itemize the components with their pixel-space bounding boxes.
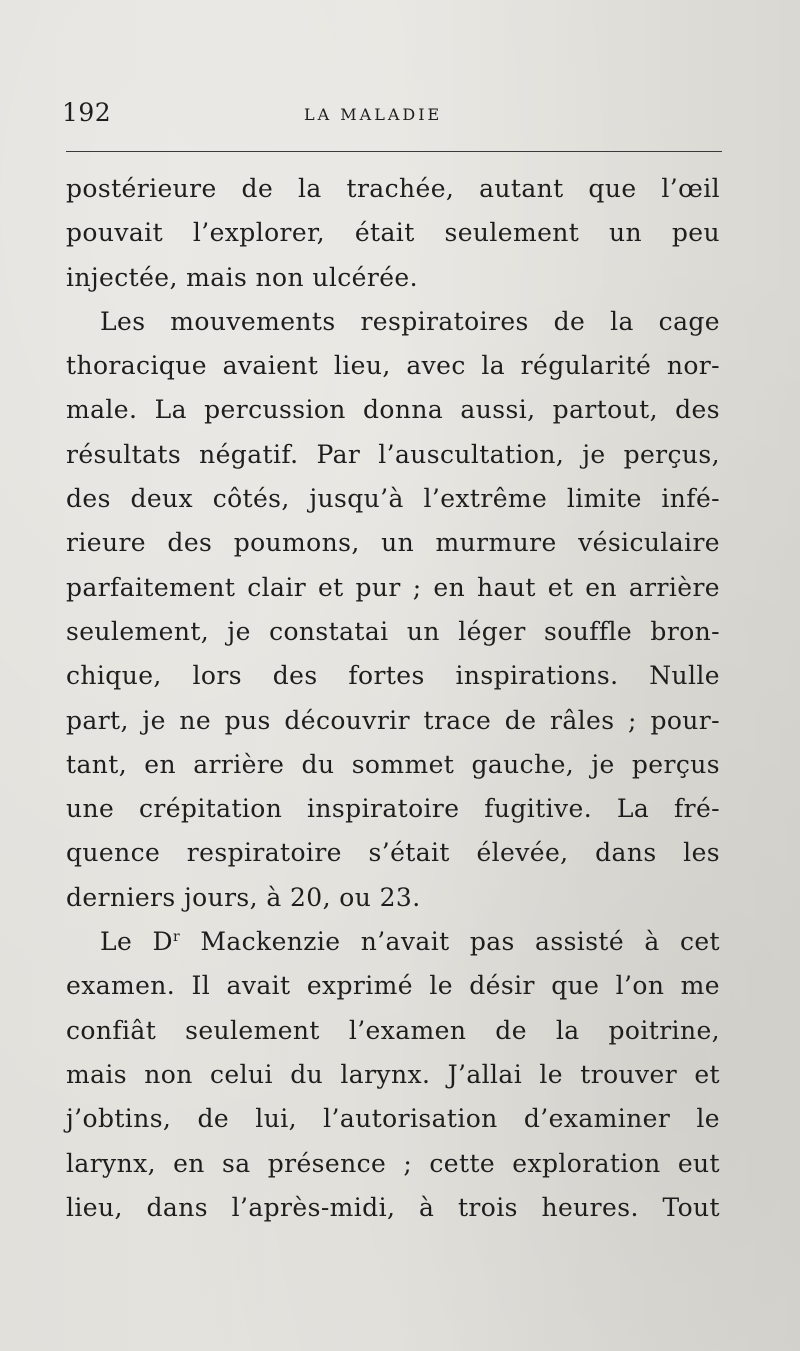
text-line: examen. Il avait exprimé le désir que l’on me — [66, 971, 720, 1001]
text-line: chique, lors des fortes inspirations. Nulle — [66, 661, 720, 691]
text-line: tant, en arrière du sommet gauche, je perçus — [66, 749, 720, 779]
text-line: quence respiratoire s’était élevée, dans les — [66, 838, 720, 868]
text-line: Les mouvements respiratoires de la cage — [100, 306, 720, 336]
text-line: mais non celui du larynx. J’allai le trouver et — [66, 1059, 720, 1089]
text-line: résultats négatif. Par l’auscultation, je perçus, — [66, 439, 720, 469]
text-line: injectée, mais non ulcérée. — [66, 262, 418, 292]
text-line: larynx, en sa présence ; cette exploration eut — [66, 1148, 720, 1178]
text-line: confiât seulement l’examen de la poitrine, — [66, 1015, 720, 1045]
text-line: rieure des poumons, un murmure vésiculaire — [66, 528, 720, 558]
page-header — [62, 96, 722, 136]
text-line: male. La percussion donna aussi, partout, des — [66, 395, 720, 425]
text-line: derniers jours, à 20, ou 23. — [66, 882, 421, 912]
text-fragment: Le D — [100, 927, 173, 957]
text-line: j’obtins, de lui, l’autorisation d’examiner le — [66, 1104, 720, 1134]
body-text — [66, 167, 720, 1230]
text-line — [66, 920, 720, 964]
running-title: LA MALADIE — [304, 105, 443, 124]
text-line: part, je ne pus découvrir trace de râles ; pour- — [66, 705, 720, 735]
text-line: une crépitation inspiratoire fugitive. La fré- — [66, 794, 720, 824]
page-number: 192 — [62, 98, 112, 127]
text-line: postérieure de la trachée, autant que l’œil — [66, 174, 720, 203]
header-rule — [66, 151, 722, 152]
text-line: seulement, je constatai un léger souffle bron- — [66, 616, 720, 646]
text-line: parfaitement clair et pur ; en haut et en arrière — [66, 572, 720, 602]
text-line: lieu, dans l’après-midi, à trois heures. Tout — [66, 1192, 720, 1222]
superscript: r — [172, 929, 181, 946]
text-line: thoracique avaient lieu, avec la régularité nor- — [66, 351, 720, 381]
text-fragment: Mackenzie n’avait pas assisté à cet — [180, 927, 720, 957]
text-line: des deux côtés, jusqu’à l’extrême limite infé- — [66, 484, 720, 514]
text-line: pouvait l’explorer, était seulement un peu — [66, 218, 720, 248]
